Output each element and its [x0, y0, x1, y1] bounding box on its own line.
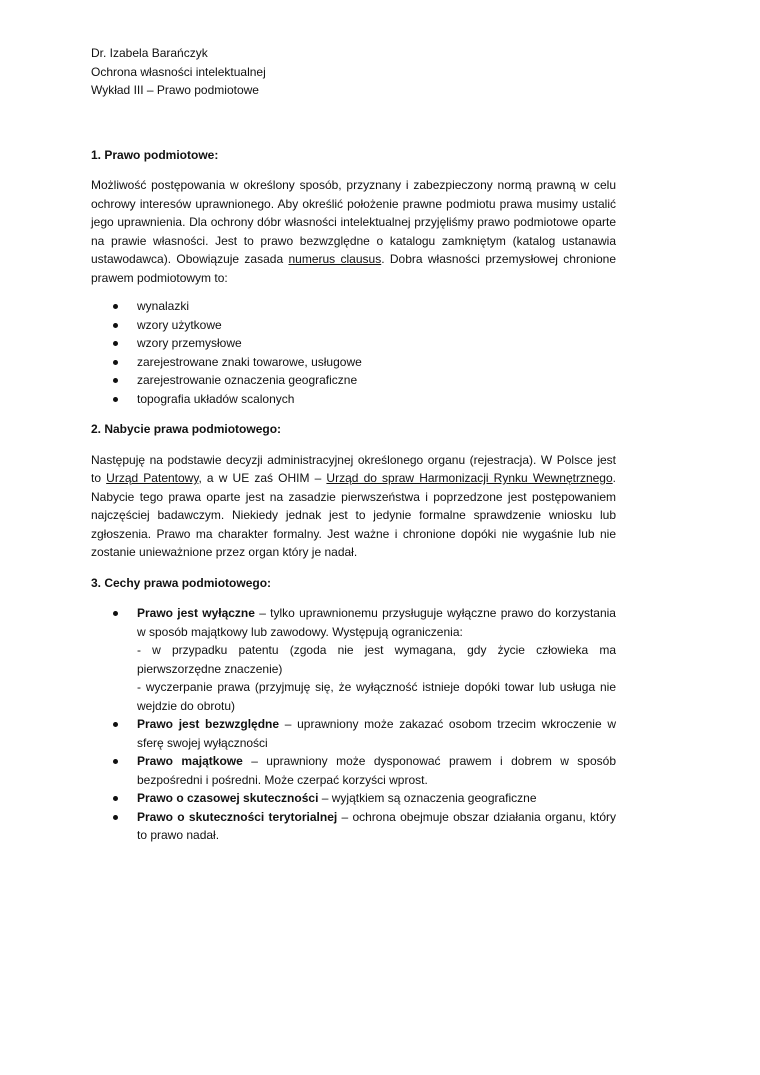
section-2-paragraph — [91, 451, 616, 562]
bullet-icon — [113, 722, 118, 727]
feature-term: Prawo o czasowej skuteczności — [137, 791, 319, 805]
feature-text: – uprawniony może zakazać osobom trzecim wkroczenie w sferę swojej wyłączności — [137, 717, 616, 750]
list-item — [91, 297, 616, 316]
features-list — [91, 604, 616, 845]
bullet-icon — [113, 397, 118, 402]
feature-term: Prawo jest wyłączne — [137, 606, 255, 620]
bullet-icon — [113, 378, 118, 383]
section-2-text-a: Następuję na podstawie decyzji administracyjnej określonego organu (rejestracja). W Polsce jest to — [91, 452, 616, 485]
list-item — [91, 353, 616, 372]
section-2-text-c: . Nabycie tego prawa oparte jest na zasadzie pierwszeństwa i poprzedzone jest postępowaniem najczęściej badawczym. Niekiedy jednak jest to jedynie formalne sprawdzenie wniosku lub zgłoszenia. Prawo ma charakter formalny. Jest ważne i chronione dopóki nie wygaśnie lub nie zostanie unieważnione przez organ który je nadał. — [91, 471, 616, 559]
numerus-clausus-link: numerus clausus — [288, 252, 382, 266]
bullet-icon — [113, 323, 118, 328]
feature-term: Prawo o skuteczności terytorialnej — [137, 809, 338, 824]
harmonizacja-link: Urząd do spraw Harmonizacji Rynku Wewnętrznego — [326, 471, 613, 485]
bullet-icon — [113, 341, 118, 346]
section-2-text-b: , a w UE zaś OHIM – — [198, 471, 327, 485]
section-3-title: 3. Cechy prawa podmiotowego: — [91, 575, 272, 590]
list-item — [91, 752, 616, 789]
feature-sub-point: - wyczerpanie prawa (przyjmuję się, że wyłączność istnieje dopóki towar lub usługa nie wejdzie do obrotu) — [137, 680, 616, 713]
list-item — [91, 390, 616, 409]
bullet-icon — [113, 611, 118, 616]
section-1-title: 1. Prawo podmiotowe: — [91, 147, 219, 162]
feature-term: Prawo majątkowe — [137, 754, 243, 768]
list-item-text: wzory użytkowe — [137, 317, 222, 332]
list-item-text: topografia układów scalonych — [137, 391, 295, 406]
list-item — [91, 604, 616, 715]
list-item-text: zarejestrowane znaki towarowe, usługowe — [137, 354, 362, 369]
list-item — [91, 316, 616, 335]
urzad-patentowy-link: Urząd Patentowy — [106, 471, 199, 485]
list-item-text: wynalazki — [137, 299, 190, 313]
feature-term: Prawo jest bezwzględne — [137, 717, 280, 731]
bullet-icon — [113, 360, 118, 365]
section-2-title: 2. Nabycie prawa podmiotowego: — [91, 422, 282, 436]
page-content — [91, 44, 616, 845]
section-1-text-a: Możliwość postępowania w określony sposób, przyznany i zabezpieczony normą prawną w celu ochrowy interesów uprawnionego. Aby określić położenie prawne podmiotu prawa musimy ustalić jego uprawnienia. Dla ochrony dóbr własności intelektualnej przyjęliśmy prawo podmiotowe oparte na prawie własności. Jest to prawo bezwzględne o katalogu zamkniętym (katalog ustanawia ustawodawca). Obowiązuje zasada — [91, 178, 616, 266]
protected-goods-list — [91, 297, 616, 408]
feature-text: – wyjątkiem są oznaczenia geograficzne — [318, 791, 537, 805]
bullet-icon — [113, 759, 118, 764]
list-item-text: zarejestrowanie oznaczenia geograficzne — [137, 373, 358, 387]
list-item — [91, 334, 616, 353]
section-1-text-b: . Dobra własności przemysłowej chronione prawem podmiotowym to: — [91, 252, 616, 285]
course-line: Ochrona własności intelektualnej — [91, 64, 266, 79]
lecture-line: Wykład III – Prawo podmiotowe — [91, 83, 259, 97]
list-item — [91, 715, 616, 752]
list-item — [91, 789, 616, 808]
feature-text: – ochrona obejmuje obszar działania organu, który to prawo nadał. — [137, 809, 616, 842]
list-item — [91, 808, 616, 845]
bullet-icon — [113, 796, 118, 801]
document-header — [91, 44, 616, 100]
list-item-text: wzory przemysłowe — [137, 336, 242, 350]
list-item — [91, 371, 616, 390]
author-line: Dr. Izabela Barańczyk — [91, 46, 208, 60]
section-1-paragraph — [91, 176, 616, 287]
feature-sub-point: - w przypadku patentu (zgoda nie jest wymagana, gdy życie człowieka ma pierwszorzędne znaczenie) — [137, 643, 616, 676]
bullet-icon — [113, 304, 118, 309]
bullet-icon — [113, 815, 118, 820]
feature-text: – tylko uprawnionemu przysługuje wyłączne prawo do korzystania w sposób majątkowy lub zawodowy. Występują ograniczenia: — [137, 606, 616, 639]
feature-text: – uprawniony może dysponować prawem i dobrem w sposób bezpośredni i pośredni. Może czerpać korzyści wprost. — [137, 754, 616, 787]
